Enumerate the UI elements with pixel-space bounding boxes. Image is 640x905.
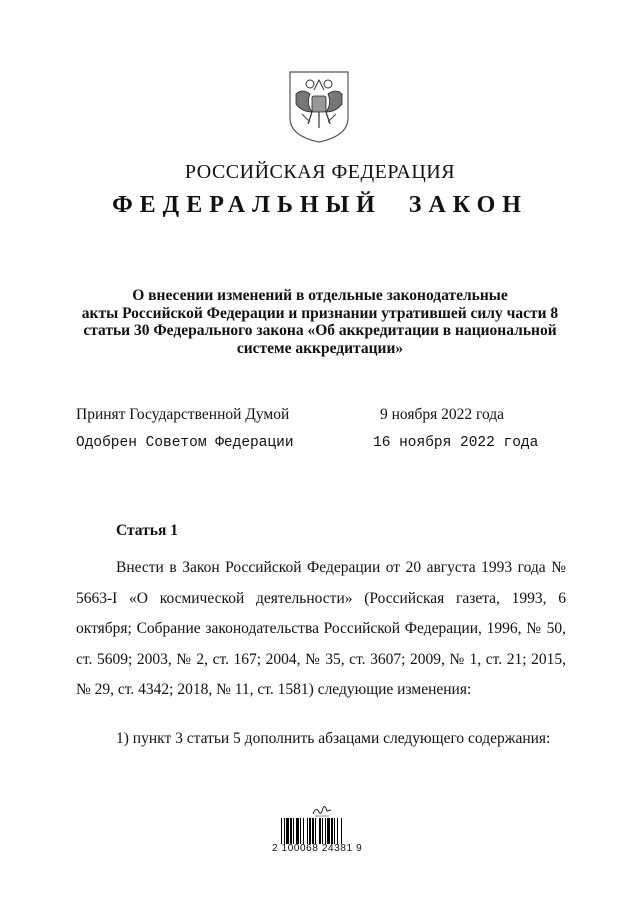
duma-adoption-label: Принят Государственной Думой [76,406,290,423]
barcode-bar [286,818,289,844]
barcode-bar [327,818,330,844]
barcode-bar [322,818,323,844]
barcode-bar [303,818,304,844]
country-name: РОССИЙСКАЯ ФЕДЕРАЦИЯ [184,161,456,183]
article-item-1: 1) пункт 3 статьи 5 дополнить абзацами следующего содержания: [116,730,551,747]
barcode-bar [334,818,335,844]
law-title-line: системе аккредитации» [236,339,404,357]
barcode-bar [325,818,326,844]
barcode-bar [296,818,299,844]
barcode-bar [293,818,294,844]
council-approval-date: 16 ноября 2022 года [373,435,539,451]
barcode-number: 2 100068 24381 9 [272,843,363,854]
barcode-bar [312,818,314,844]
law-title-line: статьи 30 Федерального закона «Об аккредитации в национальной [83,322,557,339]
duma-adoption-date: 9 ноября 2022 года [380,406,505,423]
barcode-bar [290,818,292,844]
barcode-bar [309,818,311,844]
barcode-bar [315,818,316,844]
barcode-bar [341,818,342,844]
barcode-bar [331,818,333,844]
barcode-bar [284,818,285,844]
barcode-bar [319,818,321,844]
council-approval-label: Одобрен Советом Федерации [76,435,294,451]
barcode-bar [281,818,282,844]
barcode [281,818,361,844]
law-type-heading: ФЕДЕРАЛЬНЫЙ ЗАКОН [112,192,528,218]
law-title-line: акты Российской Федерации и признании утратившей силу части 8 [81,304,559,322]
barcode-bar [307,818,308,844]
article-heading: Статья 1 [116,522,178,539]
law-title [70,287,570,357]
law-title-line: О внесении изменений в отдельные законодательные [132,287,508,304]
coat-of-arms-emblem [288,70,350,144]
barcode-bar [337,818,338,844]
signature-mark-icon [311,802,333,818]
barcode-bar [300,818,301,844]
article-paragraph: Внести в Закон Российской Федерации от 20 августа 1993 года № 5663-I «О космической деятельности» (Российская газета, 1993, 6 октября; Собрание законодательства Российской Федерации, 1996, № 50, ст. 5609; 2003, № 2, ст. 167; 2004, № 35, ст. 3607; 2009, № 1, ст. 21; 2015, № 29, ст. 4342; 2018, № 11, ст. 1581) следующие изменения: [76,559,566,698]
